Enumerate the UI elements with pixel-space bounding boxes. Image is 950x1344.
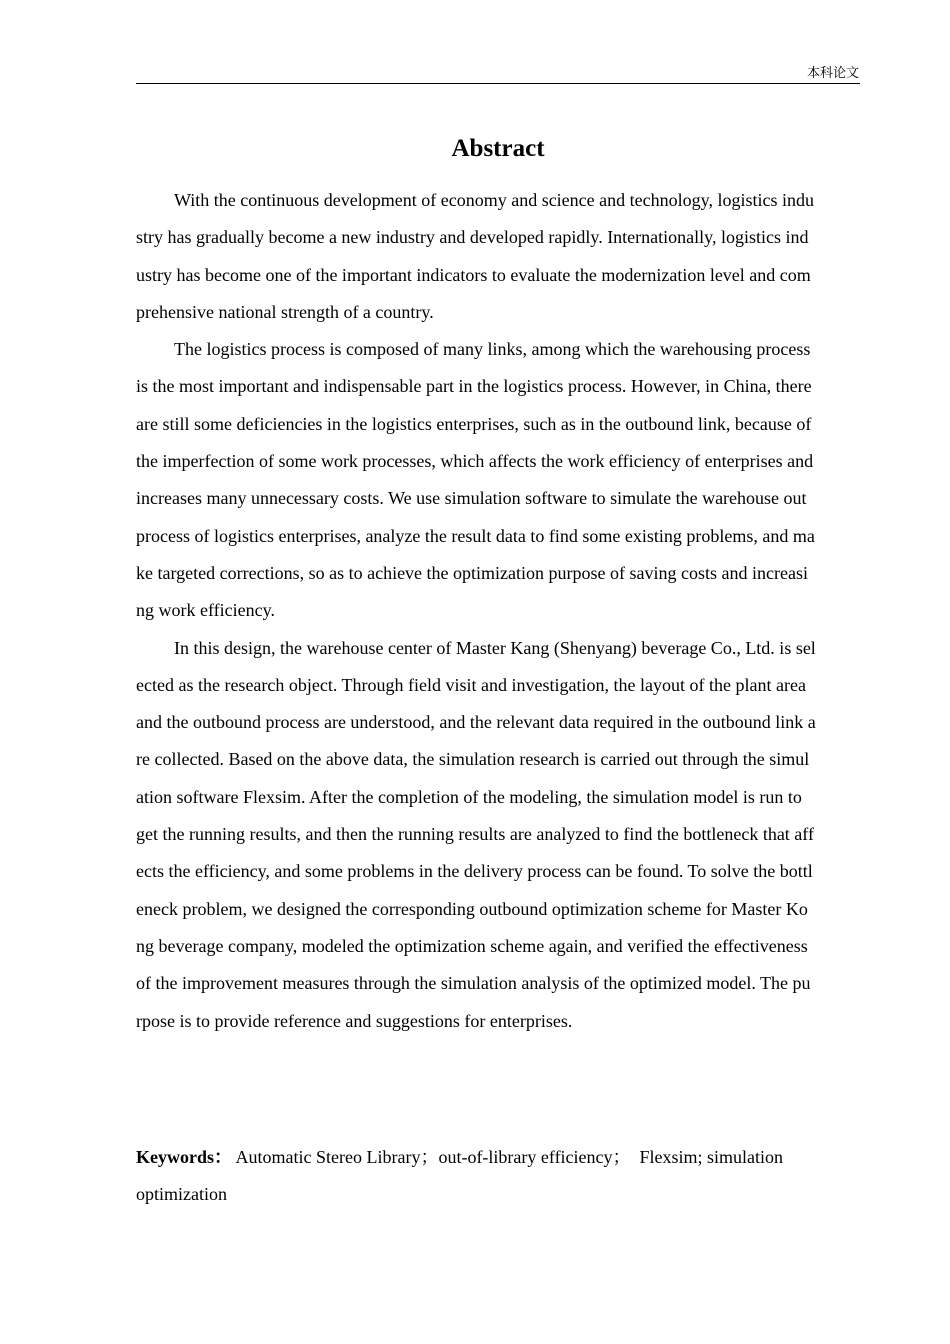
text-line: of the improvement measures through the simulation analysis of the optimized model. The pu bbox=[136, 973, 811, 994]
header-label: 本科论文 bbox=[806, 66, 859, 81]
text-line: is the most important and indispensable part in the logistics process. However, in China, there bbox=[136, 376, 812, 397]
text-line: ected as the research object. Through field visit and investigation, the layout of the plant area bbox=[136, 674, 806, 695]
text-line: increases many unnecessary costs. We use simulation software to simulate the warehouse out bbox=[136, 488, 807, 509]
text-line: process of logistics enterprises, analyze the result data to find some existing problems, and ma bbox=[136, 525, 815, 546]
paragraph bbox=[136, 331, 860, 629]
text-line: ke targeted corrections, so as to achieve the optimization purpose of saving costs and increasi bbox=[136, 562, 808, 583]
keywords-section bbox=[136, 1139, 860, 1214]
keywords-text-continued: optimization bbox=[136, 1184, 227, 1205]
paragraph bbox=[136, 182, 860, 331]
keywords-label: Keywords： bbox=[136, 1147, 232, 1167]
text-line: the imperfection of some work processes, which affects the work efficiency of enterprises and bbox=[136, 451, 814, 472]
text-line: re collected. Based on the above data, the simulation research is carried out through the simul bbox=[136, 749, 810, 770]
keywords-text: Automatic Stereo Library；out-of-library efficiency； Flexsim; simulation bbox=[232, 1147, 784, 1167]
text-line: eneck problem, we designed the corresponding outbound optimization scheme for Master Ko bbox=[136, 898, 808, 919]
text-line: ation software Flexsim. After the completion of the modeling, the simulation model is run to bbox=[136, 786, 802, 807]
keywords-line bbox=[136, 1139, 860, 1176]
text-line: prehensive national strength of a country. bbox=[136, 301, 434, 322]
abstract-title: Abstract bbox=[451, 135, 545, 162]
text-line: The logistics process is composed of many links, among which the warehousing process bbox=[174, 339, 811, 360]
text-line: and the outbound process are understood, and the relevant data required in the outbound link a bbox=[136, 712, 816, 733]
text-line: ng beverage company, modeled the optimization scheme again, and verified the effectiveness bbox=[136, 935, 808, 956]
text-line: rpose is to provide reference and suggestions for enterprises. bbox=[136, 1010, 573, 1031]
paragraph bbox=[136, 630, 860, 1040]
abstract-body bbox=[136, 182, 860, 1040]
text-line: In this design, the warehouse center of Master Kang (Shenyang) beverage Co., Ltd. is sel bbox=[174, 637, 816, 658]
text-line: ustry has become one of the important indicators to evaluate the modernization level and com bbox=[136, 264, 811, 285]
text-line: ng work efficiency. bbox=[136, 600, 275, 621]
text-line: With the continuous development of economy and science and technology, logistics indu bbox=[174, 190, 814, 210]
text-line: stry has gradually become a new industry and developed rapidly. Internationally, logistics ind bbox=[136, 227, 809, 248]
text-line: ects the efficiency, and some problems in the delivery process can be found. To solve the bottl bbox=[136, 861, 813, 882]
text-line: are still some deficiencies in the logistics enterprises, such as in the outbound link, because of bbox=[136, 413, 812, 434]
header-rule bbox=[136, 83, 860, 84]
text-line: get the running results, and then the running results are analyzed to find the bottleneck that aff bbox=[136, 824, 814, 845]
